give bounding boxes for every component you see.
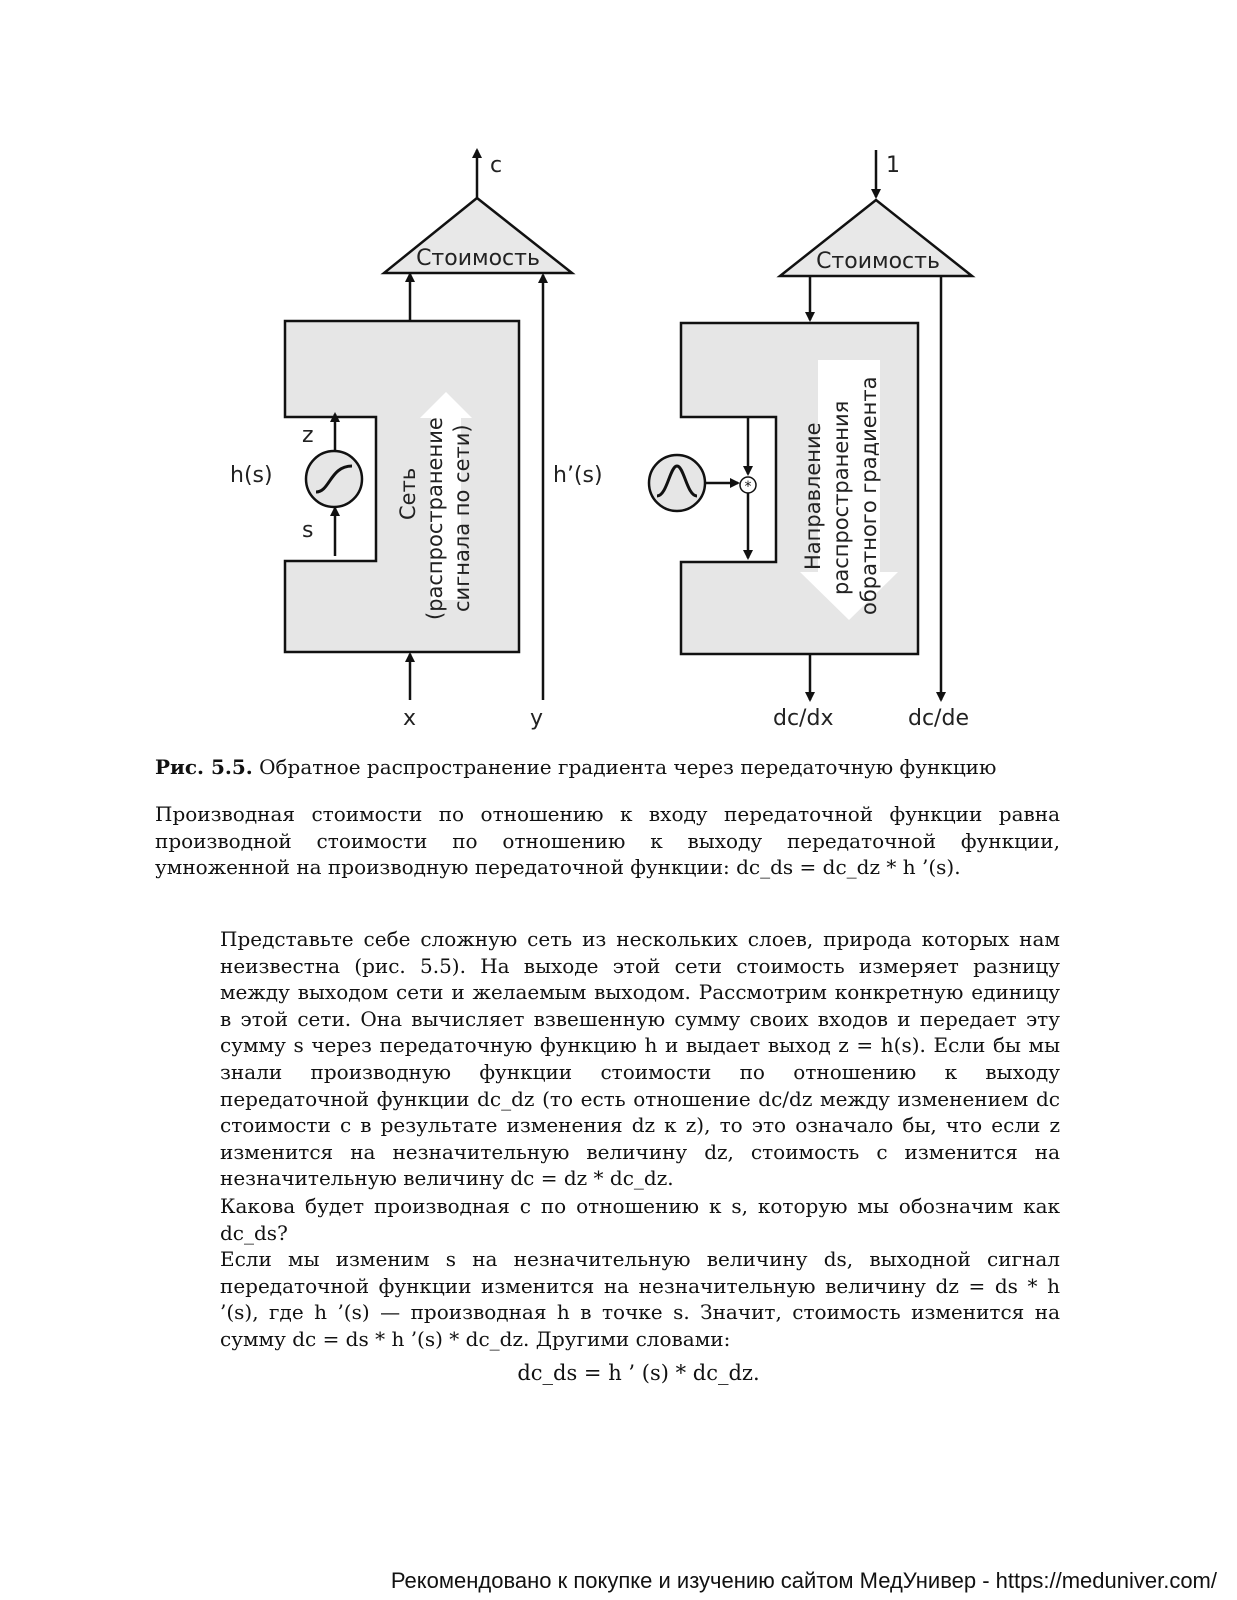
s-label: s [302, 518, 314, 543]
backprop-figure [0, 0, 1237, 760]
cost-label: Стоимость [416, 246, 540, 271]
direction-text-line-2: распространения [829, 400, 853, 595]
cost-label-backward: Стоимость [816, 249, 940, 274]
backward-pass-diagram [649, 150, 972, 731]
network-text-line-1: Сеть [396, 467, 420, 520]
output-label: c [490, 153, 503, 178]
paragraph-chain-rule [220, 1193, 1060, 1353]
paragraph-network-explanation: Представьте себе сложную сеть из нескольких слоев, природа которых нам неизвестна (рис. 5.5). На выходе этой сети стоимость измеряет разницу между выходом сети и желаемым выходом. Рассмотрим конкретную единицу в этой сети. Она вычисляет взвешенную сумму своих входов и передает эту сумму s через передаточную функцию h и выдает выход z = h(s). Если бы мы знали производную функции стоимости по отношению к выходу передаточной функции dc_dz (то есть отношение dc/dz между изменением dc стоимости с в результате изменения dz к z), то это означало бы, что если z изменится на незначительную величину dz, стоимость c изменится на незначительную величину dc = dz * dc_dz. [220, 927, 1060, 1191]
figure-caption [155, 753, 1075, 781]
forward-pass-diagram [230, 150, 603, 731]
direction-text-line-3: обратного градиента [857, 376, 881, 615]
figure-caption-text: Обратное распространение градиента через передаточную функцию [252, 755, 997, 779]
direction-text-line-1: Направление [801, 422, 825, 570]
x-label: x [403, 706, 417, 731]
network-block-backward [681, 323, 918, 654]
z-label: z [302, 423, 314, 448]
paragraph-derivative-rule: Производная стоимости по отношению к входу передаточной функции равна производной стоимости по отношению к выходу передаточной функции, умноженной на производную передаточной функции: dc_ds = dc_dz * h ’(s). [155, 802, 1060, 880]
dx-label: dc/dx [773, 706, 834, 731]
formula: dc_ds = h ’ (s) * dc_dz. [517, 1361, 760, 1385]
figure-number: Рис. 5.5. [155, 755, 253, 779]
paragraph-answer: Если мы изменим s на незначительную величину ds, выходной сигнал передаточной функции изменится на незначительную величину dz = ds * h ’(s), где h ’(s) — производная h в точке s. Значит, стоимость изменится на сумму dc = ds * h ’(s) * dc_dz. Другими словами: [220, 1247, 1060, 1351]
sigmoid-unit [306, 451, 362, 507]
gradient-input-label: 1 [886, 153, 900, 178]
network-text-line-3: сигнала по сети) [450, 424, 474, 612]
network-text-line-2: (распространение [423, 417, 447, 620]
derivative-label: h’(s) [553, 463, 603, 488]
de-label: dc/de [908, 706, 969, 731]
multiply-icon: * [744, 479, 752, 495]
footer-recommendation: Рекомендовано к покупке и изучению сайтом МедУнивер - https://meduniver.com/ [390, 1568, 1217, 1593]
derivative-unit [649, 455, 705, 511]
paragraph-question: Какова будет производная c по отношению к s, которую мы обозначим как dc_ds? [220, 1194, 1060, 1245]
y-label: y [530, 706, 544, 731]
activation-label: h(s) [230, 463, 273, 488]
